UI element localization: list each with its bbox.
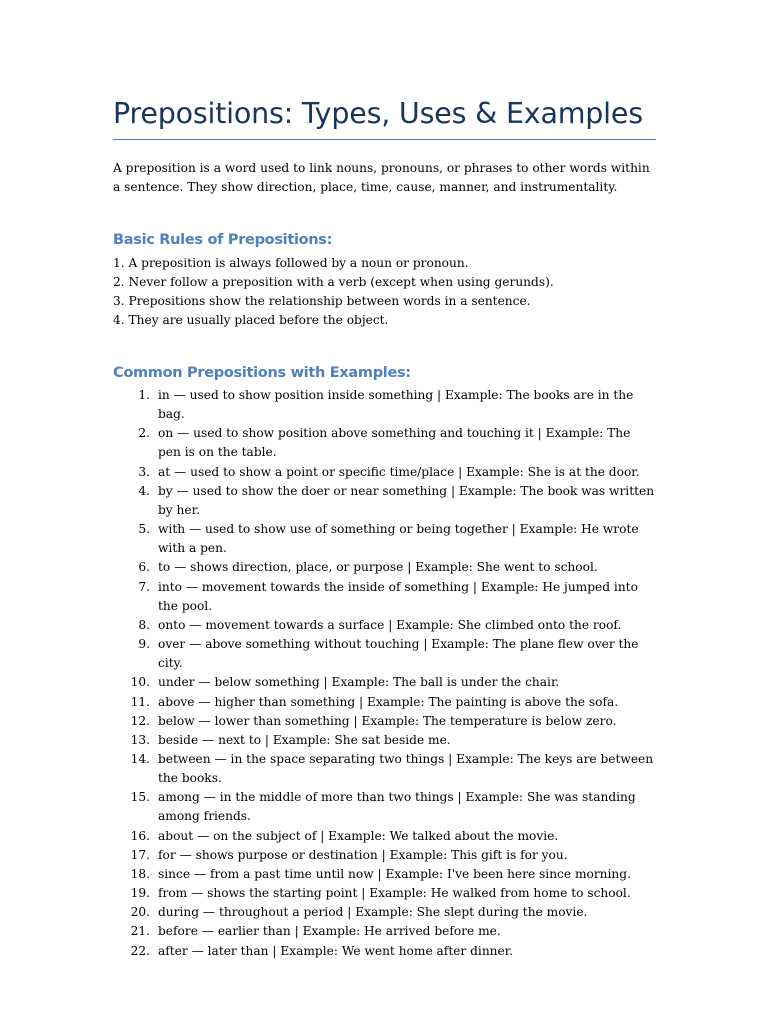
common-prepositions-heading: Common Prepositions with Examples:: [113, 365, 411, 381]
list-item: [113, 827, 656, 846]
item-number: 9.: [138, 637, 150, 652]
list-item: [113, 903, 656, 922]
intro-paragraph: A preposition is a word used to link nouns, pronouns, or phrases to other words within a sentence. They show direction, place, time, cause, manner, and instrumentality.: [113, 161, 650, 195]
item-number: 8.: [138, 617, 150, 632]
list-item: [113, 635, 656, 673]
item-number: 6.: [138, 560, 150, 575]
item-text: to — shows direction, place, or purpose | Example: She went to school.: [158, 560, 598, 575]
item-text: into — movement towards the inside of something | Example: He jumped into the pool.: [158, 579, 638, 613]
list-item: [113, 750, 656, 788]
rule-item: 4. They are usually placed before the object.: [113, 313, 389, 328]
list-item: [113, 520, 656, 558]
item-number: 13.: [130, 732, 150, 747]
rule-item: 3. Prepositions show the relationship between words in a sentence.: [113, 294, 531, 309]
item-number: 5.: [138, 522, 150, 537]
list-item: [113, 424, 656, 462]
item-number: 3.: [138, 464, 150, 479]
item-text: under — below something | Example: The ball is under the chair.: [158, 675, 560, 690]
item-text: above — higher than something | Example: The painting is above the sofa.: [158, 694, 619, 709]
item-text: at — used to show a point or specific time/place | Example: She is at the door.: [158, 464, 640, 479]
basic-rules-list: [113, 254, 656, 330]
list-item: [113, 578, 656, 616]
list-item: [113, 673, 656, 692]
item-number: 4.: [138, 483, 150, 498]
title-underline: [113, 139, 656, 140]
list-item: [113, 693, 656, 712]
item-number: 19.: [130, 886, 150, 901]
list-item: [113, 731, 656, 750]
list-item: [113, 846, 656, 865]
item-text: about — on the subject of | Example: We talked about the movie.: [158, 828, 559, 843]
item-number: 20.: [130, 905, 150, 920]
item-text: for — shows purpose or destination | Example: This gift is for you.: [158, 847, 568, 862]
item-number: 11.: [130, 694, 150, 709]
item-number: 10.: [130, 675, 150, 690]
item-number: 18.: [130, 866, 150, 881]
item-text: before — earlier than | Example: He arrived before me.: [158, 924, 501, 939]
list-item: [113, 616, 656, 635]
list-item: [113, 386, 656, 424]
item-number: 22.: [130, 943, 150, 958]
basic-rules-heading: Basic Rules of Prepositions:: [113, 232, 333, 248]
item-text: after — later than | Example: We went home after dinner.: [158, 943, 514, 958]
item-number: 14.: [130, 751, 150, 766]
item-number: 15.: [130, 790, 150, 805]
item-text: among — in the middle of more than two things | Example: She was standing among friends.: [158, 790, 636, 824]
item-number: 21.: [130, 924, 150, 939]
item-text: during — throughout a period | Example: She slept during the movie.: [158, 905, 588, 920]
rule-item: 2. Never follow a preposition with a verb (except when using gerunds).: [113, 275, 554, 290]
list-item: [113, 558, 656, 577]
item-text: with — used to show use of something or being together | Example: He wrote with a pen.: [158, 522, 639, 556]
list-item: [113, 884, 656, 903]
item-text: below — lower than something | Example: The temperature is below zero.: [158, 713, 617, 728]
item-number: 2.: [138, 426, 150, 441]
item-text: in — used to show position inside something | Example: The books are in the bag.: [158, 388, 634, 422]
item-text: beside — next to | Example: She sat beside me.: [158, 732, 451, 747]
item-text: by — used to show the doer or near something | Example: The book was written by her.: [158, 483, 655, 517]
item-number: 1.: [138, 388, 150, 402]
list-item: [113, 942, 656, 961]
item-text: from — shows the starting point | Example: He walked from home to school.: [158, 886, 631, 901]
item-text: over — above something without touching | Example: The plane flew over the city.: [158, 637, 639, 671]
list-item: [113, 922, 656, 941]
rule-item: 1. A preposition is always followed by a noun or pronoun.: [113, 256, 469, 270]
item-text: since — from a past time until now | Example: I've been here since morning.: [158, 866, 631, 881]
item-number: 17.: [130, 847, 150, 862]
list-item: [113, 788, 656, 826]
item-text: onto — movement towards a surface | Example: She climbed onto the roof.: [158, 617, 622, 632]
page-title: Prepositions: Types, Uses & Examples: [113, 97, 643, 130]
item-number: 16.: [130, 828, 150, 843]
item-text: on — used to show position above something and touching it | Example: The pen is on the table.: [158, 426, 631, 460]
list-item: [113, 482, 656, 520]
list-item: [113, 712, 656, 731]
item-number: 12.: [130, 713, 150, 728]
item-number: 7.: [138, 579, 150, 594]
item-text: between — in the space separating two things | Example: The keys are between the books.: [158, 751, 654, 786]
list-item: [113, 463, 656, 482]
common-prepositions-list: [113, 386, 656, 961]
list-item: [113, 865, 656, 884]
